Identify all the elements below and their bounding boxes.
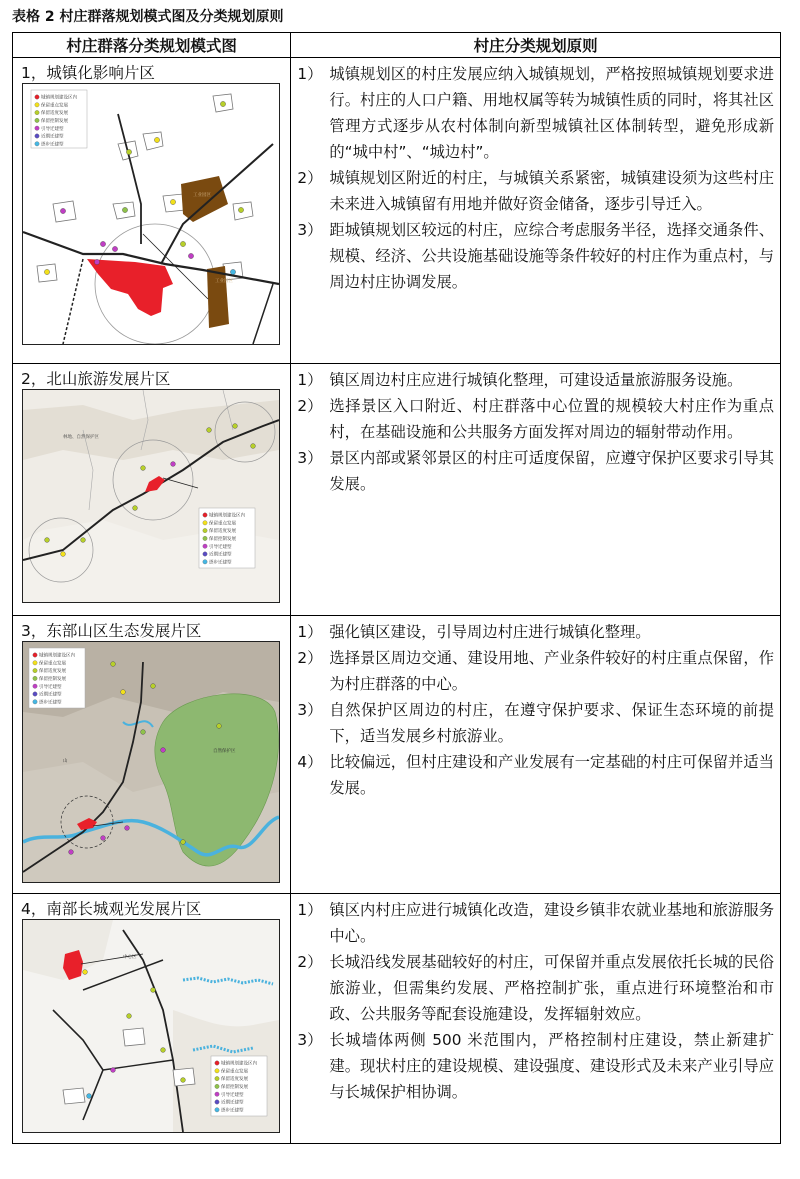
rules-list-1 (291, 58, 780, 295)
legend-label: 引导迁建型 (39, 684, 62, 690)
section-map-cell-4 (13, 894, 291, 1144)
map-legend (31, 90, 87, 148)
legend-swatch (33, 700, 37, 704)
legend-label: 引导迁建型 (41, 126, 64, 132)
legend-label: 城镇规划建设区内 (221, 1061, 257, 1067)
rule-item: 3） 距城镇规划区较远的村庄，应综合考虑服务半径，选择交通条件、规模、经济、公共设施基础设施等条件较好的村庄作为重点村，与周边村庄协调发展。 (297, 221, 774, 291)
legend-label: 引导迁建型 (221, 1092, 244, 1098)
table-caption: 表格 2 村庄群落规划模式图及分类规划原则 (12, 9, 284, 25)
legend-label: 逐步迁建型 (209, 560, 232, 566)
legend-label: 近期迁建型 (39, 692, 62, 698)
rule-item: 2） 长城沿线发展基础较好的村庄，可保留并重点发展依托长城的民俗旅游业，但需集约发展、严格控制扩张，重点进行环境整治和市政、公共服务等配套设施建设，发挥辐射效应。 (297, 953, 774, 1023)
legend-swatch (35, 134, 39, 138)
section-rules-cell-4 (291, 894, 781, 1144)
map-label-nature-reserve: 自然保护区 (213, 749, 236, 754)
map-north-mountain-zone (22, 389, 280, 603)
map-label-reserve: 林地、自然保护区 (63, 435, 99, 440)
section-title-3: 3，东部山区生态发展片区 (21, 622, 202, 640)
legend-swatch (35, 103, 39, 107)
rule-item: 1） 镇区周边村庄应进行城镇化整理，可建设适量旅游服务设施。 (297, 371, 743, 389)
legend-swatch (203, 544, 207, 548)
section-row-1 (13, 58, 781, 364)
rule-item: 2） 选择景区周边交通、建设用地、产业条件较好的村庄重点保留，作为村庄群落的中心。 (297, 649, 774, 693)
rule-item: 1） 镇区内村庄应进行城镇化改造，建设乡镇非农就业基地和旅游服务中心。 (297, 901, 774, 945)
legend-swatch (33, 684, 37, 688)
legend-label: 保留控制发展 (39, 677, 66, 682)
legend-label: 逐步迁建型 (41, 142, 64, 148)
section-row-4 (13, 894, 781, 1144)
legend-label: 保留重点发展 (39, 661, 66, 667)
planning-table (12, 32, 781, 1144)
legend-swatch (215, 1100, 219, 1104)
legend-swatch (215, 1108, 219, 1112)
legend-label: 保留适度发展 (41, 111, 68, 117)
legend-label: 保留重点发展 (209, 521, 236, 527)
rule-item: 2） 城镇规划区附近的村庄，与城镇关系紧密，城镇建设须为这些村庄未来进入城镇留有用地并做好资金储备，逐步引导迁入。 (297, 169, 774, 213)
legend-swatch (35, 95, 39, 99)
section-rules-cell-3 (291, 616, 781, 894)
legend-swatch (35, 126, 39, 130)
legend-label: 保留控制发展 (41, 119, 68, 124)
legend-swatch (33, 653, 37, 657)
map-label-mountain: 山 (63, 759, 68, 764)
map-legend-3 (29, 648, 85, 708)
map-great-wall-zone (22, 919, 280, 1133)
legend-swatch (33, 668, 37, 672)
legend-swatch (35, 118, 39, 122)
legend-swatch (35, 142, 39, 146)
section-row-3 (13, 616, 781, 894)
map-urbanization-zone (22, 83, 280, 345)
map-label-center: 中心区 (123, 955, 137, 960)
section-title-4: 4，南部长城观光发展片区 (21, 900, 202, 918)
header-row (13, 33, 781, 58)
legend-label: 逐步迁建型 (221, 1108, 244, 1114)
legend-swatch (33, 692, 37, 696)
map-legend-4 (211, 1056, 267, 1116)
legend-swatch (35, 110, 39, 114)
legend-label: 近期迁建型 (41, 134, 64, 140)
section-rules-cell-1 (291, 58, 781, 364)
legend-swatch (215, 1092, 219, 1096)
rule-item: 1） 强化镇区建设，引导周边村庄进行城镇化整理。 (297, 623, 651, 641)
legend-label: 保留适度发展 (209, 529, 236, 535)
legend-swatch (203, 513, 207, 517)
section-map-cell-1 (13, 58, 291, 364)
legend-swatch (33, 676, 37, 680)
rule-item: 4） 比较偏远，但村庄建设和产业发展有一定基础的村庄可保留并适当发展。 (297, 753, 774, 797)
legend-label: 保留控制发展 (221, 1085, 248, 1090)
legend-swatch (215, 1084, 219, 1088)
map-label-industry-2: 工业园区 (215, 279, 233, 284)
section-title-1: 1，城镇化影响片区 (21, 64, 155, 82)
legend-label: 保留适度发展 (39, 669, 66, 675)
legend-label: 城镇规划建设区内 (39, 653, 75, 659)
header-left: 村庄群落分类规划模式图 (13, 33, 291, 58)
section-map-cell-3 (13, 616, 291, 894)
map-label-industry-1: 工业园区 (193, 193, 211, 198)
legend-label: 城镇规划建设区内 (41, 95, 77, 101)
rules-list-2 (291, 364, 780, 497)
rule-item: 2） 选择景区入口附近、村庄群落中心位置的规模较大村庄作为重点村，在基础设施和公共服务方面发挥对周边的辐射带动作用。 (297, 397, 774, 441)
legend-label: 近期迁建型 (221, 1100, 244, 1106)
legend-swatch (33, 661, 37, 665)
rule-item: 3） 自然保护区周边的村庄，在遵守保护要求、保证生态环境的前提下，适当发展乡村旅游业。 (297, 701, 774, 745)
section-rules-cell-2 (291, 364, 781, 616)
rule-item: 3） 长城墙体两侧 500 米范围内，严格控制村庄建设，禁止新建扩建。现状村庄的建设规模、建设强度、建设形式及未来产业引导应与长城保护相协调。 (297, 1031, 774, 1101)
legend-label: 保留控制发展 (209, 537, 236, 542)
rules-list-4 (291, 894, 780, 1105)
legend-label: 逐步迁建型 (39, 700, 62, 706)
legend-swatch (215, 1076, 219, 1080)
legend-swatch (203, 528, 207, 532)
header-right: 村庄分类规划原则 (291, 33, 781, 58)
legend-swatch (203, 521, 207, 525)
legend-swatch (203, 552, 207, 556)
legend-label: 保留适度发展 (221, 1077, 248, 1083)
legend-label: 保留重点发展 (221, 1069, 248, 1075)
legend-label: 城镇规划建设区内 (209, 513, 245, 519)
section-row-2 (13, 364, 781, 616)
map-legend-2 (199, 508, 255, 568)
legend-label: 保留重点发展 (41, 103, 68, 109)
legend-swatch (215, 1061, 219, 1065)
legend-label: 近期迁建型 (209, 552, 232, 558)
legend-swatch (203, 560, 207, 564)
rules-list-3 (291, 616, 780, 801)
section-title-2: 2，北山旅游发展片区 (21, 370, 171, 388)
legend-label: 引导迁建型 (209, 544, 232, 550)
legend-swatch (215, 1069, 219, 1073)
legend-swatch (203, 536, 207, 540)
section-map-cell-2 (13, 364, 291, 616)
rule-item: 3） 景区内部或紧邻景区的村庄可适度保留，应遵守保护区要求引导其发展。 (297, 449, 774, 493)
rule-item: 1） 城镇规划区的村庄发展应纳入城镇规划，严格按照城镇规划要求进行。村庄的人口户籍、用地权属等转为城镇性质的同时，将其社区管理方式逐步从农村体制向新型城镇社区体制转型，避免形成新的“城中村”、“城边村”。 (297, 65, 774, 161)
map-east-mountain-zone (22, 641, 280, 883)
